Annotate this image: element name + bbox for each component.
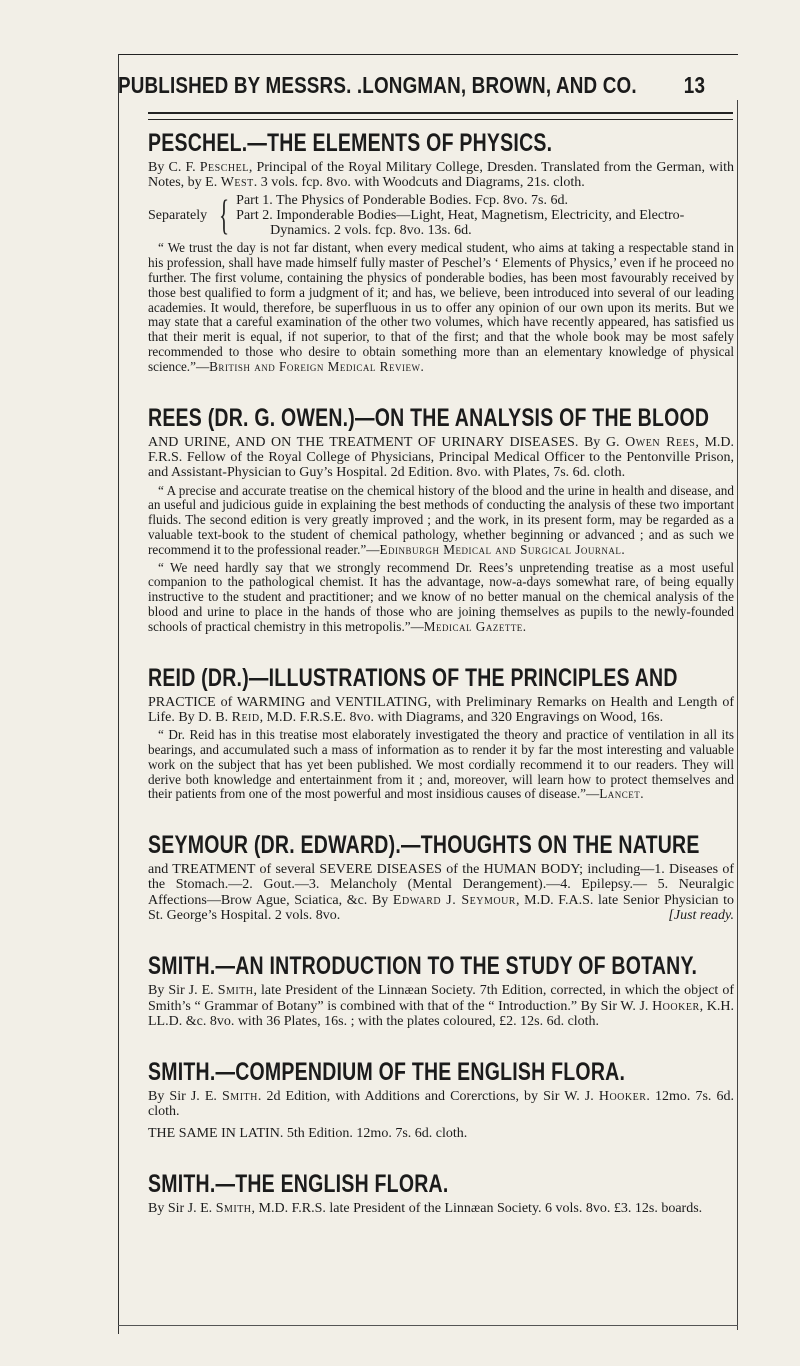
entry-description: and TREATMENT of several SEVERE DISEASES of the HUMAN BODY; including—1. Diseases of the Stomach.—2. Gout.—3. Melancholy (Mental Derangement).—4. Epilepsy.— 5. Neuralgic Affections—Brow Ague, Sciatica, &c. By Edward J. Seymour, M.D. F.A.S. late Senior Physician to St. George’s Hospital. 2 vols. 8vo. [Just ready. xyxy=(148,862,734,923)
entry-title: REID (DR.)—ILLUSTRATIONS OF THE PRINCIPLES AND xyxy=(148,663,678,692)
running-header xyxy=(118,72,706,99)
part-1: Part 1. The Physics of Ponderable Bodies. Fcp. 8vo. 7s. 6d. xyxy=(236,192,569,208)
entry-title: REES (DR. G. OWEN.)—ON THE ANALYSIS OF THE BLOOD xyxy=(148,403,710,432)
part-2-cont: Dynamics. 2 vols. fcp. 8vo. 13s. 6d. xyxy=(270,223,472,239)
entry-rees xyxy=(148,405,734,635)
entry-description: By Sir J. E. Smith, late President of the Linnæan Society. 7th Edition, corrected, in which the object of Smith’s “ Grammar of Botany” is combined with that of the “ Introduction.” By Sir W. J. Hooker, K.H. LL.D. &c. 8vo. with 36 Plates, 16s. ; with the plates coloured, £2. 12s. 6d. cloth. xyxy=(148,983,734,1029)
entry-reid xyxy=(148,665,734,803)
entry-description: By C. F. Peschel, Principal of the Royal Military College, Dresden. Translated from the German, with Notes, by E. West. 3 vols. fcp. 8vo. with Woodcuts and Diagrams, 21s. cloth. xyxy=(148,160,734,191)
entry-title: SEYMOUR (DR. EDWARD).—THOUGHTS ON THE NATURE xyxy=(148,831,700,860)
entry-title: SMITH.—THE ENGLISH FLORA. xyxy=(148,1170,449,1199)
review-quote: “ A precise and accurate treatise on the chemical history of the blood and the urine in health and disease, and an useful and judicious guide in explaining the best methods of conducting the analysis of these two important fluids. The second edition is very greatly improved ; and the work, in its present form, may be regarded as a valuable text-book to the student of chemical pathology, whether beginning or advanced ; and as such we recommend it to the professional reader.”—Edinburgh Medical and Surgical Journal. xyxy=(148,482,734,557)
status-note: [Just ready. xyxy=(668,907,734,923)
entry-title: PESCHEL.—THE ELEMENTS OF PHYSICS. xyxy=(148,129,553,157)
entry-title: SMITH.—AN INTRODUCTION TO THE STUDY OF BOTANY. xyxy=(148,952,698,981)
entry-title: SMITH.—COMPENDIUM OF THE ENGLISH FLORA. xyxy=(148,1058,626,1087)
entry-description: By Sir J. E. Smith. 2d Edition, with Additions and Corerctions, by Sir W. J. Hooker. 12mo. 7s. 6d. cloth. xyxy=(148,1089,734,1120)
running-title: PUBLISHED BY MESSRS. .LONGMAN, BROWN, AND CO. xyxy=(118,72,637,98)
entry-smith-flora xyxy=(148,1171,734,1216)
entry-peschel xyxy=(148,130,734,375)
page-border-left xyxy=(118,54,119,1334)
entry-smith-botany xyxy=(148,953,734,1029)
catalogue-content xyxy=(148,130,734,1246)
page-border-top xyxy=(118,54,738,55)
header-rule xyxy=(148,112,733,120)
entry-smith-compendium xyxy=(148,1059,734,1141)
entry-description: PRACTICE of WARMING and VENTILATING, with Preliminary Remarks on Health and Length of Life. By D. B. Reid, M.D. F.R.S.E. 8vo. with Diagrams, and 320 Engravings on Wood, 16s. xyxy=(148,694,734,725)
page-border-bottom xyxy=(118,1325,738,1326)
latin-edition: THE SAME IN LATIN. 5th Edition. 12mo. 7s. 6d. cloth. xyxy=(148,1125,468,1141)
review-quote: “ We need hardly say that we strongly recommend Dr. Rees’s unpretending treatise as a most useful companion to the pathological chemist. It has the advantage, now-a-days somewhat rare, of being equally instructive to the student and practitioner; and we know of no better manual on the chemical analysis of the blood and urine to place in the hands of those who are joining themselves as pupils to the newly-founded schools of practical chemistry in this metropolis.”—Medical Gazette. xyxy=(148,559,734,634)
page-border-right xyxy=(737,100,738,1330)
review-quote: “ We trust the day is not far distant, when every medical student, who aims at taking a respectable stand in his profession, shall have made himself fully master of Peschel’s ‘ Elements of Physics,’ even if he proceed no further. The first volume, containing the physics of ponderable bodies, has been most favourably received by those best qualified to form a judgment of it; and has, we believe, been introduced into several of our leading academies. It would, therefore, be superfluous in us to offer any opinion of our own upon its merits. But we may state that a careful examination of the other two volumes, which have recently appeared, has satisfied us that their merit is equal, if not superior, to that of the first; and that the whole book may be most safely recommended to those who desire to obtain something more than an elementary knowledge of physical science.”—British and Foreign Medical Review. xyxy=(148,240,734,374)
brace-icon: { xyxy=(219,192,230,239)
separately-parts xyxy=(148,193,734,239)
review-quote: “ Dr. Reid has in this treatise most elaborately investigated the theory and practice of ventilation in all its bearings, and accumulated such a mass of information as to render it by far the most interesting and valuable work on the subject that has yet been published. We most cordially recommend it to our readers. They will derive both knowledge and entertainment from it ; and, moreover, will learn how to protect themselves and their patients from one of the most powerful and most insidious causes of disease.”—Lancet. xyxy=(148,727,734,802)
part-2: Part 2. Imponderable Bodies—Light, Heat, Magnetism, Electricity, and Electro- xyxy=(236,207,685,223)
separately-label: Separately xyxy=(148,207,208,223)
entry-seymour xyxy=(148,832,734,923)
entry-description: AND URINE, AND ON THE TREATMENT OF URINARY DISEASES. By G. Owen Rees, M.D. F.R.S. Fellow of the Royal College of Physicians, Principal Medical Officer to the Pentonville Prison, and Assistant-Physician to Guy’s Hospital. 2d Edition. 8vo. with Plates, 7s. 6d. cloth. xyxy=(148,434,735,481)
page-number: 13 xyxy=(683,72,706,98)
entry-description: By Sir J. E. Smith, M.D. F.R.S. late President of the Linnæan Society. 6 vols. 8vo. £3. 12s. boards. xyxy=(148,1201,703,1217)
